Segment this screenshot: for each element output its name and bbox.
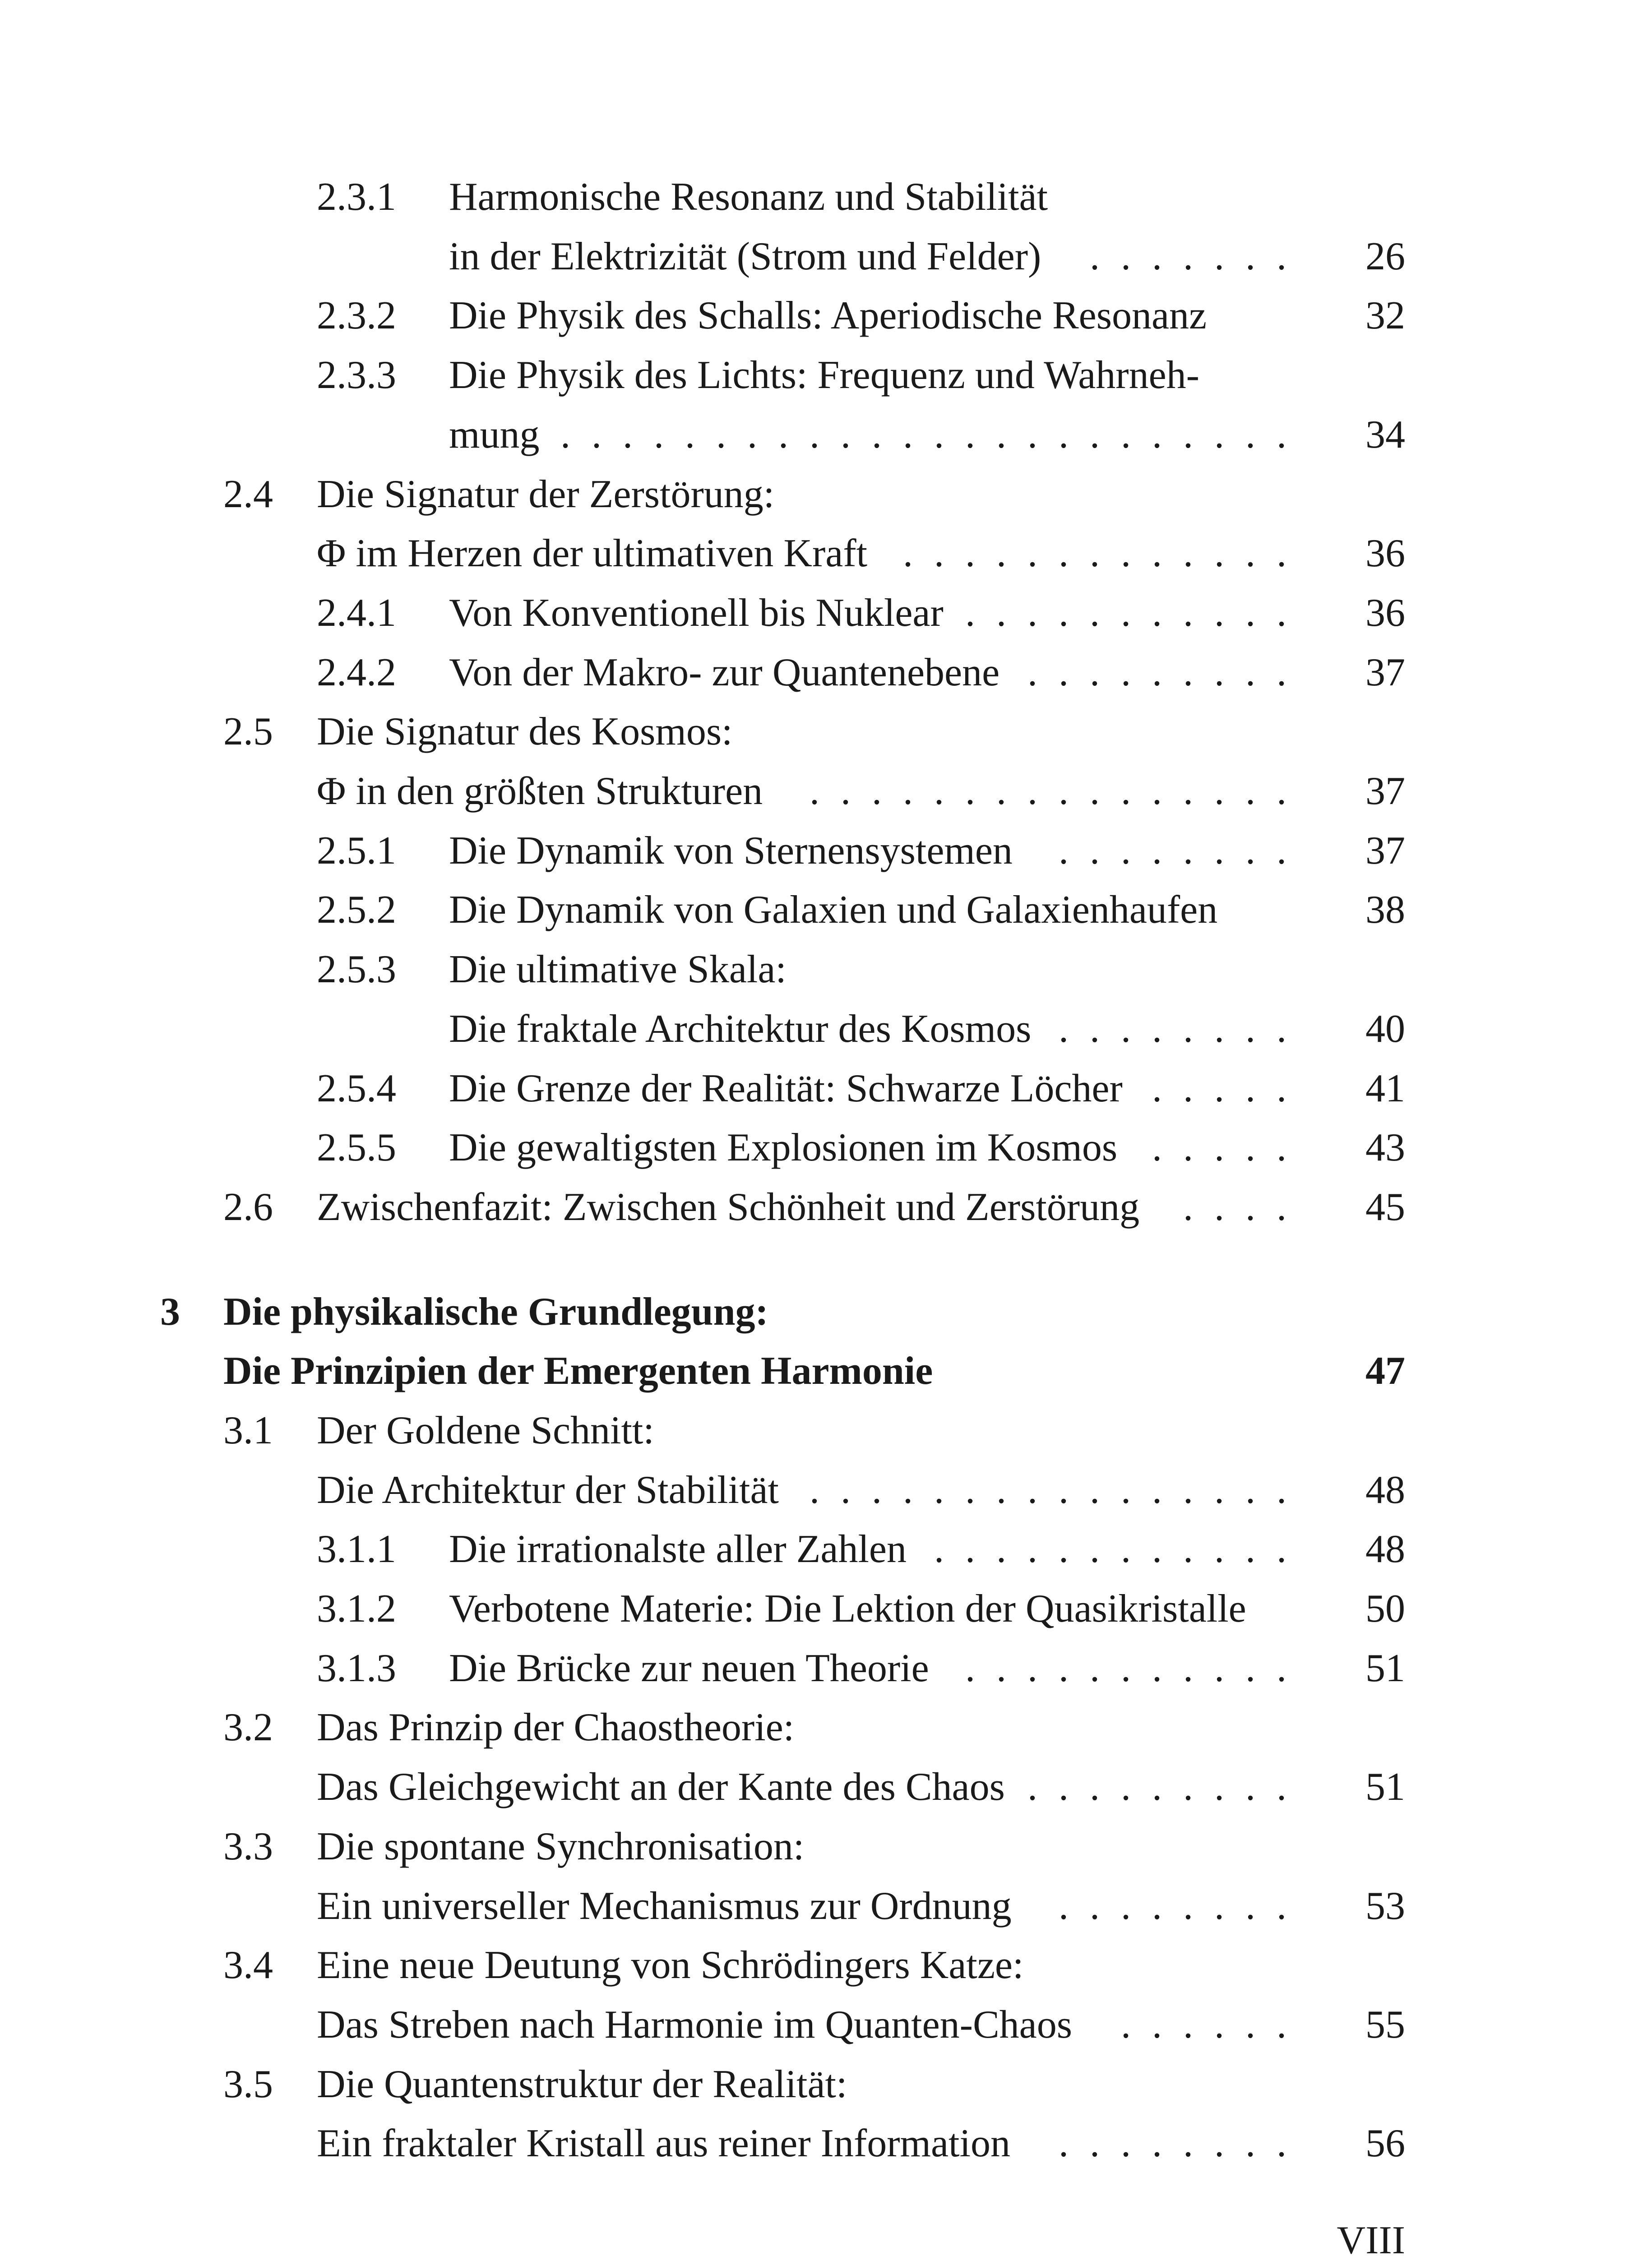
toc-line <box>0 1936 1652 1995</box>
toc-line <box>0 1178 1652 1237</box>
page-number-folio: VIII <box>1337 2219 1405 2256</box>
toc-entry-number: 2.3.3 <box>317 353 396 397</box>
toc-leader-dots: ........... <box>965 1646 1308 1690</box>
toc-line <box>0 1520 1652 1579</box>
toc-entry-title: Die Prinzipien der Emergenten Harmonie <box>223 1349 933 1393</box>
toc-leader-dots: ........... <box>965 591 1308 635</box>
toc-leader-dots: .... <box>1183 1185 1308 1229</box>
toc-entry-title: Φ im Herzen der ultimativen Kraft <box>317 532 868 575</box>
toc-leader-dots: ........................ <box>560 413 1308 457</box>
toc-entry-title: Das Gleichgewicht an der Kante des Chaos <box>317 1765 1005 1809</box>
toc-entry-page: 41 <box>1365 1067 1405 1110</box>
toc-entry-number: 2.4 <box>223 472 273 516</box>
toc-line <box>0 940 1652 999</box>
toc-entry-title: Die Physik des Lichts: Frequenz und Wahrneh- <box>449 353 1199 397</box>
toc-entry-title: Von Konventionell bis Nuklear <box>449 591 944 635</box>
toc-entry-title: Die Signatur des Kosmos: <box>317 710 733 754</box>
toc-entry-number: 2.4.2 <box>317 651 396 694</box>
toc-line <box>0 1282 1652 1342</box>
toc-leader-dots: ....... <box>1090 235 1308 278</box>
toc-line <box>0 346 1652 405</box>
toc-leader-dots: ................ <box>810 769 1308 813</box>
toc-entry-page: 48 <box>1365 1468 1405 1512</box>
toc-line <box>0 405 1652 465</box>
toc-entry-page: 45 <box>1365 1185 1405 1229</box>
toc-entry-page: 40 <box>1365 1007 1405 1051</box>
toc-entry-title: Ein fraktaler Kristall aus reiner Information <box>317 2122 1010 2165</box>
toc-leader-dots: ...... <box>1121 2003 1308 2047</box>
toc-entry-number: 3.3 <box>223 1825 273 1868</box>
toc-entry-number: 3.1 <box>223 1409 273 1452</box>
toc-entry-title: mung <box>449 413 540 457</box>
toc-leader-dots: ......... <box>1027 651 1308 694</box>
toc-line <box>0 702 1652 762</box>
toc-entry-number: 3.1.1 <box>317 1527 396 1571</box>
toc-line <box>0 1401 1652 1461</box>
toc-entry-page: 36 <box>1365 532 1405 575</box>
toc-entry-page: 36 <box>1365 591 1405 635</box>
toc-line <box>0 227 1652 287</box>
toc-entry-title: Verbotene Materie: Die Lektion der Quasikristalle <box>449 1587 1246 1631</box>
toc-leader-dots: ..... <box>1152 1067 1308 1110</box>
toc-entry-title: Der Goldene Schnitt: <box>317 1409 654 1452</box>
toc-line <box>0 286 1652 346</box>
toc-entry-page: 51 <box>1365 1765 1405 1809</box>
toc-leader-dots: ........ <box>1059 1007 1308 1051</box>
toc-line <box>0 1757 1652 1817</box>
toc-line <box>0 1995 1652 2055</box>
toc-line <box>0 1817 1652 1877</box>
toc-leader-dots: ........ <box>1059 2122 1308 2165</box>
toc-entry-title: Die physikalische Grundlegung: <box>223 1290 768 1334</box>
toc-entry-title: Die Architektur der Stabilität <box>317 1468 779 1512</box>
toc-line <box>0 524 1652 583</box>
toc-line <box>0 465 1652 524</box>
toc-entry-number: 2.5.3 <box>317 948 396 991</box>
toc-line <box>0 762 1652 821</box>
toc-line <box>0 643 1652 703</box>
toc-line <box>0 2055 1652 2114</box>
toc-entry-page: 37 <box>1365 651 1405 694</box>
toc-line <box>0 1118 1652 1178</box>
toc-line <box>0 1341 1652 1401</box>
toc-entry-number: 3.1.2 <box>317 1587 396 1631</box>
toc-entry-number: 2.3.1 <box>317 175 396 219</box>
toc-entry-number: 2.5.5 <box>317 1126 396 1170</box>
toc-entry-page: 38 <box>1365 888 1405 932</box>
toc-line <box>0 583 1652 643</box>
toc-entry-title: Die Brücke zur neuen Theorie <box>449 1646 929 1690</box>
toc-line <box>0 167 1652 227</box>
toc-line <box>0 1461 1652 1520</box>
toc-entry-number: 2.5 <box>223 710 273 754</box>
toc-entry-title: Die fraktale Architektur des Kosmos <box>449 1007 1032 1051</box>
toc-entry-page: 34 <box>1365 413 1405 457</box>
toc-entry-number: 2.5.1 <box>317 829 396 873</box>
toc-entry-page: 47 <box>1365 1349 1405 1393</box>
toc-entry-title: Die ultimative Skala: <box>449 948 787 991</box>
toc-line <box>0 1877 1652 1936</box>
toc-entry-number: 3.5 <box>223 2062 273 2106</box>
toc-entry-number: 2.6 <box>223 1185 273 1229</box>
toc-entry-title: Die Dynamik von Sternensystemen <box>449 829 1013 873</box>
toc-line <box>0 880 1652 940</box>
toc-line <box>0 821 1652 881</box>
toc-leader-dots: ........ <box>1059 1884 1308 1928</box>
toc-entry-page: 32 <box>1365 294 1405 337</box>
toc-entry-title: Die irrationalste aller Zahlen <box>449 1527 907 1571</box>
toc-entry-title: Eine neue Deutung von Schrödingers Katze: <box>317 1943 1024 1987</box>
toc-entry-title: Das Prinzip der Chaostheorie: <box>317 1706 795 1749</box>
toc-entry-page: 48 <box>1365 1527 1405 1571</box>
toc-entry-page: 51 <box>1365 1646 1405 1690</box>
toc-entry-number: 3.2 <box>223 1706 273 1749</box>
toc-entry-number: 3.4 <box>223 1943 273 1987</box>
toc-entry-title: Die spontane Synchronisation: <box>317 1825 805 1868</box>
toc-entry-title: Harmonische Resonanz und Stabilität <box>449 175 1048 219</box>
toc-leader-dots: ..... <box>1152 1126 1308 1170</box>
toc-entry-page: 56 <box>1365 2122 1405 2165</box>
toc-entry-number: 2.5.4 <box>317 1067 396 1110</box>
toc-entry-page: 55 <box>1365 2003 1405 2047</box>
toc-entry-page: 37 <box>1365 769 1405 813</box>
toc-leader-dots: ............. <box>903 532 1308 575</box>
toc-entry-title: Ein universeller Mechanismus zur Ordnung <box>317 1884 1012 1928</box>
toc-entry-title: Von der Makro- zur Quantenebene <box>449 651 1000 694</box>
toc-entry-page: 43 <box>1365 1126 1405 1170</box>
toc-entry-page: 53 <box>1365 1884 1405 1928</box>
toc-entry-title: Das Streben nach Harmonie im Quanten-Chaos <box>317 2003 1072 2047</box>
toc-line <box>0 1698 1652 1757</box>
toc-entry-page: 26 <box>1365 235 1405 278</box>
toc-entry-title: Die gewaltigsten Explosionen im Kosmos <box>449 1126 1118 1170</box>
toc-leader-dots: ................ <box>810 1468 1308 1512</box>
toc-entry-number: 2.3.2 <box>317 294 396 337</box>
toc-entry-title: Die Physik des Schalls: Aperiodische Resonanz <box>449 294 1207 337</box>
toc-entry-number: 3.1.3 <box>317 1646 396 1690</box>
toc-leader-dots: ........ <box>1059 829 1308 873</box>
toc-entry-title: Die Quantenstruktur der Realität: <box>317 2062 847 2106</box>
toc-line <box>0 999 1652 1059</box>
toc-entry-page: 37 <box>1365 829 1405 873</box>
toc-entry-page: 50 <box>1365 1587 1405 1631</box>
toc-entry-title: Zwischenfazit: Zwischen Schönheit und Zerstörung <box>317 1185 1140 1229</box>
toc-line <box>0 1579 1652 1639</box>
toc-line <box>0 1639 1652 1698</box>
toc-entry-title: Die Signatur der Zerstörung: <box>317 472 775 516</box>
toc-leader-dots: ......... <box>1027 1765 1308 1809</box>
toc-line <box>0 1059 1652 1119</box>
toc-entry-number: 3 <box>160 1290 180 1334</box>
toc-entry-title: Φ in den größten Strukturen <box>317 769 763 813</box>
toc-entry-title: in der Elektrizität (Strom und Felder) <box>449 235 1041 278</box>
toc-leader-dots: ............ <box>934 1527 1308 1571</box>
toc-entry-number: 2.4.1 <box>317 591 396 635</box>
toc-entry-number: 2.5.2 <box>317 888 396 932</box>
toc-entry-title: Die Grenze der Realität: Schwarze Löcher <box>449 1067 1123 1110</box>
toc-entry-title: Die Dynamik von Galaxien und Galaxienhaufen <box>449 888 1218 932</box>
toc-line <box>0 2114 1652 2173</box>
